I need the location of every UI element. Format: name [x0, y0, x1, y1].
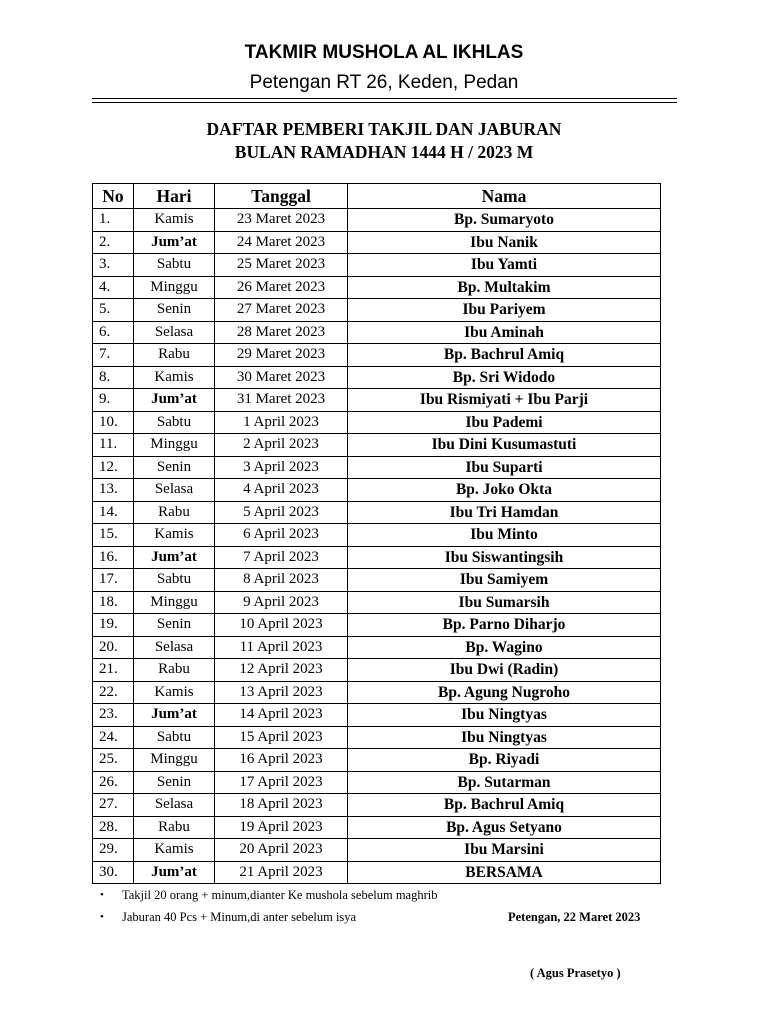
row-name: Ibu Suparti: [348, 456, 661, 479]
table-row: [93, 614, 661, 637]
row-number: 8.: [93, 366, 134, 389]
table-row: [93, 276, 661, 299]
row-number: 15.: [93, 524, 134, 547]
row-day: Senin: [134, 771, 215, 794]
row-number: 29.: [93, 839, 134, 862]
row-date: 10 April 2023: [215, 614, 348, 637]
row-name: Ibu Tri Hamdan: [348, 501, 661, 524]
row-number: 21.: [93, 659, 134, 682]
row-number: 7.: [93, 344, 134, 367]
header-divider-top: [92, 98, 677, 99]
table-row: [93, 636, 661, 659]
table-row: [93, 254, 661, 277]
row-day: Jum’at: [134, 389, 215, 412]
row-name: Ibu Marsini: [348, 839, 661, 862]
row-day: Jum’at: [134, 231, 215, 254]
row-date: 14 April 2023: [215, 704, 348, 727]
table-row: [93, 591, 661, 614]
table-row: [93, 411, 661, 434]
table-row: [93, 479, 661, 502]
row-number: 19.: [93, 614, 134, 637]
row-day: Rabu: [134, 816, 215, 839]
row-name: Ibu Yamti: [348, 254, 661, 277]
row-number: 24.: [93, 726, 134, 749]
row-number: 9.: [93, 389, 134, 412]
row-day: Minggu: [134, 749, 215, 772]
row-number: 18.: [93, 591, 134, 614]
row-date: 27 Maret 2023: [215, 299, 348, 322]
row-date: 15 April 2023: [215, 726, 348, 749]
table-header-row: [93, 184, 661, 209]
table-row: [93, 794, 661, 817]
table-row: [93, 546, 661, 569]
row-date: 9 April 2023: [215, 591, 348, 614]
row-date: 20 April 2023: [215, 839, 348, 862]
table-row: [93, 569, 661, 592]
row-name: Ibu Rismiyati + Ibu Parji: [348, 389, 661, 412]
row-day: Sabtu: [134, 411, 215, 434]
table-row: [93, 771, 661, 794]
table-row: [93, 839, 661, 862]
table-row: [93, 726, 661, 749]
row-name: Ibu Siswantingsih: [348, 546, 661, 569]
row-date: 18 April 2023: [215, 794, 348, 817]
row-name: Bp. Bachrul Amiq: [348, 344, 661, 367]
row-number: 5.: [93, 299, 134, 322]
row-date: 21 April 2023: [215, 861, 348, 884]
row-day: Jum’at: [134, 704, 215, 727]
row-name: Bp. Bachrul Amiq: [348, 794, 661, 817]
row-name: Bp. Multakim: [348, 276, 661, 299]
table-row: [93, 389, 661, 412]
row-date: 25 Maret 2023: [215, 254, 348, 277]
row-date: 30 Maret 2023: [215, 366, 348, 389]
row-name: Bp. Riyadi: [348, 749, 661, 772]
row-name: Bp. Agus Setyano: [348, 816, 661, 839]
signatory-name: ( Agus Prasetyo ): [530, 966, 621, 980]
row-date: 26 Maret 2023: [215, 276, 348, 299]
table-row: [93, 321, 661, 344]
row-date: 12 April 2023: [215, 659, 348, 682]
row-date: 13 April 2023: [215, 681, 348, 704]
row-day: Selasa: [134, 479, 215, 502]
row-day: Sabtu: [134, 726, 215, 749]
row-day: Senin: [134, 614, 215, 637]
row-number: 4.: [93, 276, 134, 299]
row-day: Selasa: [134, 636, 215, 659]
row-number: 11.: [93, 434, 134, 457]
row-day: Kamis: [134, 366, 215, 389]
row-name: Bp. Sumaryoto: [348, 209, 661, 232]
row-name: Ibu Samiyem: [348, 569, 661, 592]
notes-list: [100, 884, 438, 928]
row-number: 1.: [93, 209, 134, 232]
row-name: Ibu Minto: [348, 524, 661, 547]
row-number: 27.: [93, 794, 134, 817]
row-date: 24 Maret 2023: [215, 231, 348, 254]
row-day: Kamis: [134, 209, 215, 232]
row-number: 12.: [93, 456, 134, 479]
row-number: 10.: [93, 411, 134, 434]
column-header-hari: Hari: [134, 184, 215, 209]
row-date: 6 April 2023: [215, 524, 348, 547]
schedule-table: [92, 183, 661, 884]
row-date: 8 April 2023: [215, 569, 348, 592]
table-row: [93, 344, 661, 367]
row-date: 31 Maret 2023: [215, 389, 348, 412]
row-date: 3 April 2023: [215, 456, 348, 479]
row-name: Ibu Nanik: [348, 231, 661, 254]
row-date: 29 Maret 2023: [215, 344, 348, 367]
row-name: Ibu Dini Kusumastuti: [348, 434, 661, 457]
row-number: 17.: [93, 569, 134, 592]
row-day: Minggu: [134, 434, 215, 457]
row-date: 11 April 2023: [215, 636, 348, 659]
row-name: BERSAMA: [348, 861, 661, 884]
row-day: Rabu: [134, 501, 215, 524]
row-day: Senin: [134, 299, 215, 322]
table-row: [93, 299, 661, 322]
note-text: Jaburan 40 Pcs + Minum,di anter sebelum isya: [122, 910, 357, 924]
row-name: Ibu Dwi (Radin): [348, 659, 661, 682]
row-name: Ibu Ningtyas: [348, 704, 661, 727]
row-day: Rabu: [134, 659, 215, 682]
row-day: Sabtu: [134, 254, 215, 277]
row-name: Ibu Ningtyas: [348, 726, 661, 749]
row-day: Sabtu: [134, 569, 215, 592]
organization-address: Petengan RT 26, Keden, Pedan: [249, 72, 519, 93]
row-date: 16 April 2023: [215, 749, 348, 772]
row-number: 16.: [93, 546, 134, 569]
bullet-icon: •: [100, 911, 104, 923]
row-day: Jum’at: [134, 546, 215, 569]
row-number: 22.: [93, 681, 134, 704]
row-date: 1 April 2023: [215, 411, 348, 434]
place-date: Petengan, 22 Maret 2023: [508, 910, 641, 924]
row-number: 30.: [93, 861, 134, 884]
row-number: 26.: [93, 771, 134, 794]
row-name: Ibu Sumarsih: [348, 591, 661, 614]
organization-name: TAKMIR MUSHOLA AL IKHLAS: [244, 42, 524, 63]
row-date: 4 April 2023: [215, 479, 348, 502]
row-day: Selasa: [134, 794, 215, 817]
table-row: [93, 659, 661, 682]
row-number: 6.: [93, 321, 134, 344]
row-day: Minggu: [134, 591, 215, 614]
row-day: Kamis: [134, 681, 215, 704]
column-header-no: No: [93, 184, 134, 209]
column-header-nama: Nama: [348, 184, 661, 209]
table-row: [93, 704, 661, 727]
note-item: [100, 884, 438, 906]
table-row: [93, 366, 661, 389]
table-row: [93, 749, 661, 772]
row-name: Bp. Joko Okta: [348, 479, 661, 502]
row-date: 5 April 2023: [215, 501, 348, 524]
note-text: Takjil 20 orang + minum,dianter Ke mushola sebelum maghrib: [122, 888, 438, 902]
header-divider-bottom: [92, 102, 677, 103]
row-number: 25.: [93, 749, 134, 772]
row-date: 7 April 2023: [215, 546, 348, 569]
row-number: 13.: [93, 479, 134, 502]
table-row: [93, 524, 661, 547]
row-number: 28.: [93, 816, 134, 839]
row-day: Kamis: [134, 839, 215, 862]
row-date: 19 April 2023: [215, 816, 348, 839]
column-header-tanggal: Tanggal: [215, 184, 348, 209]
row-day: Rabu: [134, 344, 215, 367]
table-row: [93, 456, 661, 479]
row-date: 2 April 2023: [215, 434, 348, 457]
table-row: [93, 681, 661, 704]
row-name: Bp. Agung Nugroho: [348, 681, 661, 704]
table-row: [93, 816, 661, 839]
row-name: Bp. Sutarman: [348, 771, 661, 794]
row-day: Kamis: [134, 524, 215, 547]
row-name: Ibu Aminah: [348, 321, 661, 344]
row-number: 20.: [93, 636, 134, 659]
row-day: Selasa: [134, 321, 215, 344]
table-body: [93, 209, 661, 884]
row-name: Bp. Wagino: [348, 636, 661, 659]
row-date: 17 April 2023: [215, 771, 348, 794]
document-title: DAFTAR PEMBERI TAKJIL DAN JABURAN: [206, 119, 562, 139]
row-number: 14.: [93, 501, 134, 524]
table-row: [93, 231, 661, 254]
table-row: [93, 209, 661, 232]
row-number: 3.: [93, 254, 134, 277]
table-row: [93, 861, 661, 884]
row-name: Bp. Sri Widodo: [348, 366, 661, 389]
row-name: Ibu Pademi: [348, 411, 661, 434]
row-number: 2.: [93, 231, 134, 254]
document-subtitle: BULAN RAMADHAN 1444 H / 2023 M: [234, 142, 534, 162]
table-row: [93, 501, 661, 524]
row-date: 23 Maret 2023: [215, 209, 348, 232]
row-name: Ibu Pariyem: [348, 299, 661, 322]
row-date: 28 Maret 2023: [215, 321, 348, 344]
row-day: Senin: [134, 456, 215, 479]
bullet-icon: •: [100, 889, 104, 901]
row-name: Bp. Parno Diharjo: [348, 614, 661, 637]
row-day: Jum’at: [134, 861, 215, 884]
row-number: 23.: [93, 704, 134, 727]
note-item: [100, 906, 438, 928]
table-row: [93, 434, 661, 457]
row-day: Minggu: [134, 276, 215, 299]
